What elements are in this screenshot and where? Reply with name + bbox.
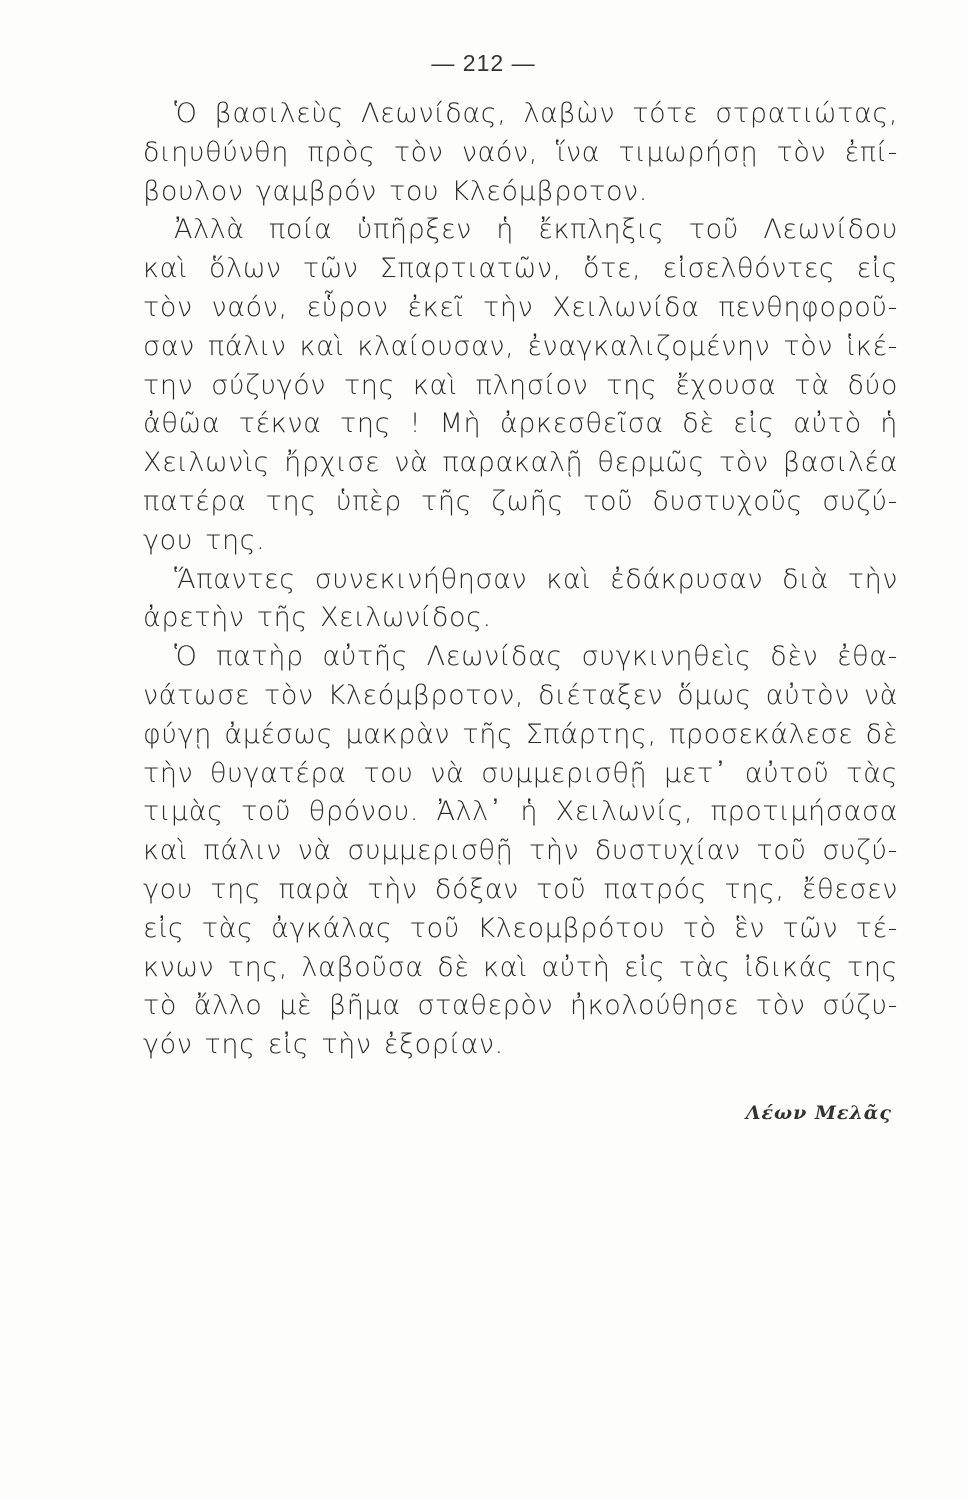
text-line: καὶ πάλιν νὰ συμμερισθῇ τὴν δυστυχίαν τοῦ συζύ- [143,835,898,867]
text-line: γου της παρὰ τὴν δόξαν τοῦ πατρός της, ἔθεσεν [143,873,898,905]
text-line: Ὁ πατὴρ αὐτῆς Λεωνίδας συγκινηθεὶς δὲν ἐθα- [174,641,898,673]
author-signature: Λέων Μελᾶς [745,1102,892,1124]
paragraph-2 [143,211,898,560]
text-line: κνων της, λαβοῦσα δὲ καὶ αὐτὴ εἰς τὰς ἰδικάς της [143,951,898,983]
text-line: νάτωσε τὸν Κλεόμβροτον, διέταξεν ὅμως αὐτὸν νὰ [143,679,898,711]
text-line: πατέρα της ὑπὲρ τῆς ζωῆς τοῦ δυστυχοῦς συζύ- [143,485,898,517]
text-line: τιμὰς τοῦ θρόνου. Ἀλλ᾽ ἡ Χειλωνίς, προτιμήσασα [143,796,898,828]
body-text [143,95,898,1065]
paragraph-4 [143,638,898,1065]
text-line: εἰς τὰς ἀγκάλας τοῦ Κλεομβρότου τὸ ἓν τῶν τέ- [143,912,898,944]
text-line: γου της. [143,524,266,556]
text-line: Ἀλλὰ ποία ὑπῆρξεν ἡ ἔκπληξις τοῦ Λεωνίδου [174,214,898,246]
text-line: τὸν ναόν, εὗρον ἐκεῖ τὴν Χειλωνίδα πενθηφοροῦ- [143,291,898,323]
text-line: τὸ ἄλλο μὲ βῆμα σταθερὸν ἠκολούθησε τὸν σύζυ- [143,990,898,1022]
text-line: βουλον γαμβρόν του Κλεόμβροτον. [143,175,648,207]
text-line: Χειλωνὶς ἤρχισε νὰ παρακαλῇ θερμῶς τὸν βασιλέα [143,447,898,479]
text-line: γόν της εἰς τὴν ἐξορίαν. [143,1029,504,1061]
text-line: ἀρετὴν τῆς Χειλωνίδος. [143,602,492,634]
page-number: — 212 — [431,50,536,76]
text-line: Ἅπαντες συνεκινήθησαν καὶ ἐδάκρυσαν διὰ τὴν [174,563,898,595]
text-line: την σύζυγόν της καὶ πλησίον της ἔχουσα τὰ δύο [143,369,898,401]
text-line: σαν πάλιν καὶ κλαίουσαν, ἐναγκαλιζομένην τὸν ἱκέ- [143,330,898,362]
paragraph-3 [143,561,898,639]
text-line: ἀθῶα τέκνα της ! Μὴ ἀρκεσθεῖσα δὲ εἰς αὐτὸ ἡ [143,408,898,440]
text-line: Ὁ βασιλεὺς Λεωνίδας, λαβὼν τότε στρατιώτας, [174,98,898,129]
text-line: τὴν θυγατέρα του νὰ συμμερισθῇ μετ᾽ αὐτοῦ τὰς [143,757,898,789]
paragraph-1 [143,95,898,211]
text-line: φύγῃ ἀμέσως μακρὰν τῆς Σπάρτης, προσεκάλεσε δὲ [143,718,898,750]
text-line: διηυθύνθη πρὸς τὸν ναόν, ἵνα τιμωρήσῃ τὸν ἐπί- [143,136,898,168]
text-line: καὶ ὅλων τῶν Σπαρτιατῶν, ὅτε, εἰσελθόντες εἰς [143,253,898,285]
